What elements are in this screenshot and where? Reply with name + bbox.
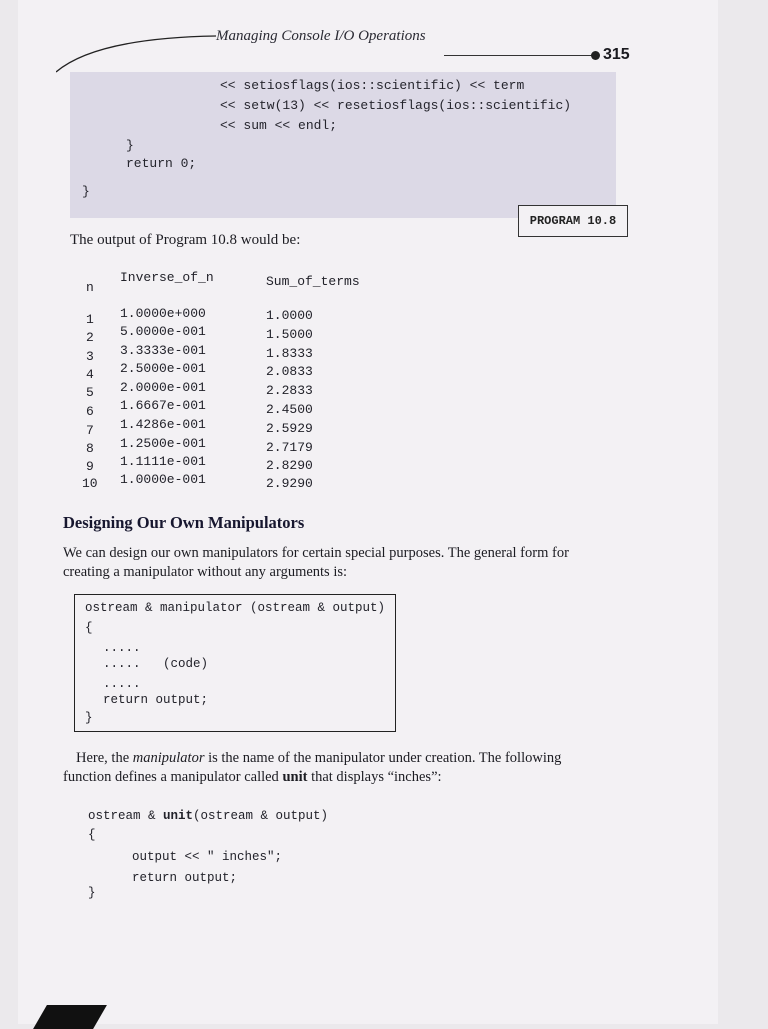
code-run: ostream &	[88, 809, 164, 823]
table-header: Inverse_of_n	[120, 270, 214, 285]
intro-text: The output of Program 10.8 would be:	[70, 232, 301, 248]
code-line: ..... (code)	[103, 657, 209, 671]
code-line	[88, 809, 328, 823]
emphasis-term: manipulator	[132, 750, 205, 766]
cell-n: 2	[86, 330, 94, 345]
header-rule	[444, 55, 594, 56]
table-header: Sum_of_terms	[266, 274, 360, 289]
cell-n: 5	[86, 385, 94, 400]
general-form-box	[74, 594, 396, 732]
cell-sum: 2.0833	[266, 364, 313, 379]
code-line: .....	[103, 641, 141, 655]
code-line: << setw(13) << resetiosflags(ios::scientific)	[220, 98, 572, 113]
text-run: is the name of the manipulator under creation. The following	[204, 750, 562, 766]
code-line: }	[82, 184, 90, 199]
code-run: (ostream & output)	[193, 809, 329, 823]
code-line: {	[85, 621, 93, 635]
code-line: output << " inches";	[132, 850, 283, 864]
code-line: {	[88, 828, 96, 842]
photo-edge-shadow	[33, 1005, 107, 1029]
table-header: n	[86, 280, 94, 295]
cell-inverse: 1.0000e+000	[120, 306, 206, 321]
cell-inverse: 1.2500e-001	[120, 436, 206, 451]
cell-inverse: 1.4286e-001	[120, 417, 206, 432]
text-run: that displays “inches”:	[307, 769, 442, 785]
header-swoosh	[56, 30, 216, 74]
text-run: function defines a manipulator called	[63, 769, 283, 785]
cell-n: 4	[86, 367, 94, 382]
cell-n: 9	[86, 459, 94, 474]
program-label: PROGRAM 10.8	[518, 205, 628, 237]
cell-n: 6	[86, 404, 94, 419]
paragraph-line	[63, 768, 442, 787]
running-header-title: Managing Console I/O Operations	[216, 28, 426, 44]
code-listing	[70, 72, 616, 218]
cell-sum: 2.7179	[266, 440, 313, 455]
text-run: Here, the	[76, 750, 133, 766]
header-bullet	[591, 51, 600, 60]
code-line: << setiosflags(ios::scientific) << term	[220, 78, 525, 93]
cell-sum: 2.5929	[266, 421, 313, 436]
cell-n: 3	[86, 349, 94, 364]
code-line: }	[85, 711, 93, 725]
code-line: return output;	[132, 871, 238, 885]
code-line: }	[88, 886, 96, 900]
cell-inverse: 5.0000e-001	[120, 324, 206, 339]
cell-sum: 2.8290	[266, 458, 313, 473]
cell-inverse: 1.0000e-001	[120, 472, 206, 487]
cell-sum: 2.4500	[266, 402, 313, 417]
cell-sum: 1.5000	[266, 327, 313, 342]
paragraph-line	[76, 749, 561, 768]
cell-inverse: 2.0000e-001	[120, 380, 206, 395]
code-line: return output;	[103, 693, 209, 707]
cell-sum: 2.2833	[266, 383, 313, 398]
code-line: return 0;	[126, 156, 197, 171]
cell-inverse: 3.3333e-001	[120, 343, 206, 358]
cell-n: 1	[86, 312, 94, 327]
section-heading: Designing Our Own Manipulators	[63, 513, 305, 532]
cell-inverse: 1.6667e-001	[120, 398, 206, 413]
code-line: << sum << endl;	[220, 118, 338, 133]
strong-term: unit	[282, 769, 308, 785]
cell-n: 10	[82, 476, 98, 491]
cell-sum: 1.8333	[266, 346, 313, 361]
code-line: ostream & manipulator (ostream & output)	[85, 601, 386, 615]
cell-inverse: 1.1111e-001	[120, 454, 206, 469]
code-line: .....	[103, 677, 141, 691]
book-page	[18, 0, 718, 1024]
code-run-bold: unit	[163, 809, 194, 823]
paragraph-line: We can design our own manipulators for certain special purposes. The general form for	[63, 545, 569, 561]
paragraph-line: creating a manipulator without any arguments is:	[63, 564, 348, 580]
cell-sum: 2.9290	[266, 476, 313, 491]
code-line: }	[126, 138, 134, 153]
cell-sum: 1.0000	[266, 308, 313, 323]
cell-n: 7	[86, 423, 94, 438]
cell-inverse: 2.5000e-001	[120, 361, 206, 376]
cell-n: 8	[86, 441, 94, 456]
page-number: 315	[603, 46, 630, 63]
